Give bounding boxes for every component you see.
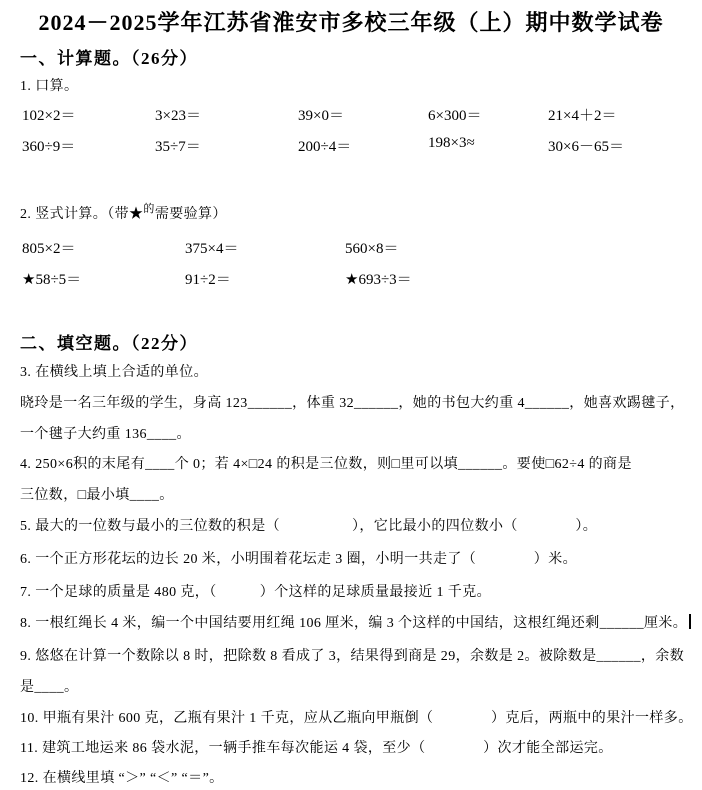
question-5-text: 5. 最大的一位数与最小的三位数的积是（ ），它比最小的四位数小（ ）。 <box>20 519 598 534</box>
question-11-text: 11. 建筑工地运来 86 袋水泥，一辆手推车每次能运 4 袋，至少（ ）次才能全部运完。 <box>20 741 613 756</box>
oral-expr: 200÷4＝ <box>298 139 352 155</box>
oral-expr: 39×0＝ <box>298 108 344 124</box>
vertical-expr-starred: ★693÷3＝ <box>345 272 412 288</box>
question-9-line1: 9. 悠悠在计算一个数除以 8 时，把除数 8 看成了 3，结果得到商是 29，余数是 2。被除数是______，余数 <box>20 649 685 664</box>
vertical-expr: 805×2＝ <box>22 241 76 257</box>
question-9-line2: 是____。 <box>20 680 79 695</box>
oral-expr: 198×3≈ <box>428 135 475 151</box>
oral-expr: 102×2＝ <box>22 108 76 124</box>
oral-expr: 3×23＝ <box>155 108 201 124</box>
question-3-line1: 晓玲是一名三年级的学生，身高 123______，体重 32______，她的书包大约重 4______，她喜欢踢毽子， <box>20 396 685 411</box>
question-4-line1: 4. 250×6积的末尾有____个 0；若 4×□24 的积是三位数，则□里可以填______。要使□62÷4 的商是 <box>20 457 632 472</box>
question-2-label-post: 需要验算） <box>154 207 227 222</box>
question-4-line2: 三位数，□最小填____。 <box>20 488 174 503</box>
oral-expr: 30×6－65＝ <box>548 139 624 155</box>
oral-expr: 21×4＋2＝ <box>548 108 617 124</box>
oral-expr: 35÷7＝ <box>155 139 201 155</box>
text-cursor <box>689 614 691 629</box>
vertical-expr: 375×4＝ <box>185 241 239 257</box>
question-1-label: 1. 口算。 <box>20 79 79 94</box>
question-8-line: 8. 一根红绳长 4 米，编一个中国结要用红绳 106 厘米，编 3 个这样的中国结，这根红绳还剩______厘米。 <box>20 616 688 631</box>
section-calc-heading: 一、计算题。（26分） <box>20 49 198 68</box>
question-2-label-superscript: 的 <box>143 203 155 215</box>
question-12-text: 12. 在横线里填 “＞” “＜” “＝”。 <box>20 771 224 786</box>
question-6-text: 6. 一个正方形花坛的边长 20 米，小明围着花坛走 3 圈，小明一共走了（ ）米。 <box>20 552 577 567</box>
question-3-intro: 3. 在横线上填上合适的单位。 <box>20 365 208 380</box>
question-2-label <box>20 200 227 223</box>
vertical-expr: 91÷2＝ <box>185 272 231 288</box>
page-title: 2024－2025学年江苏省淮安市多校三年级（上）期中数学试卷 <box>38 10 664 35</box>
question-8-text <box>20 612 691 632</box>
section-fill-heading: 二、填空题。（22分） <box>20 334 198 353</box>
question-7-text: 7. 一个足球的质量是 480 克，（ ）个这样的足球质量最接近 1 千克。 <box>20 585 491 600</box>
vertical-expr-starred: ★58÷5＝ <box>22 272 82 288</box>
oral-expr: 360÷9＝ <box>22 139 76 155</box>
vertical-expr: 560×8＝ <box>345 241 399 257</box>
oral-expr: 6×300＝ <box>428 108 482 124</box>
question-10-text: 10. 甲瓶有果汁 600 克，乙瓶有果汁 1 千克，应从乙瓶向甲瓶倒（ ）克后，两瓶中的果汁一样多。 <box>20 711 693 726</box>
question-3-line2: 一个毽子大约重 136____。 <box>20 427 191 442</box>
question-2-label-pre: 2. 竖式计算。（带★ <box>20 207 144 222</box>
